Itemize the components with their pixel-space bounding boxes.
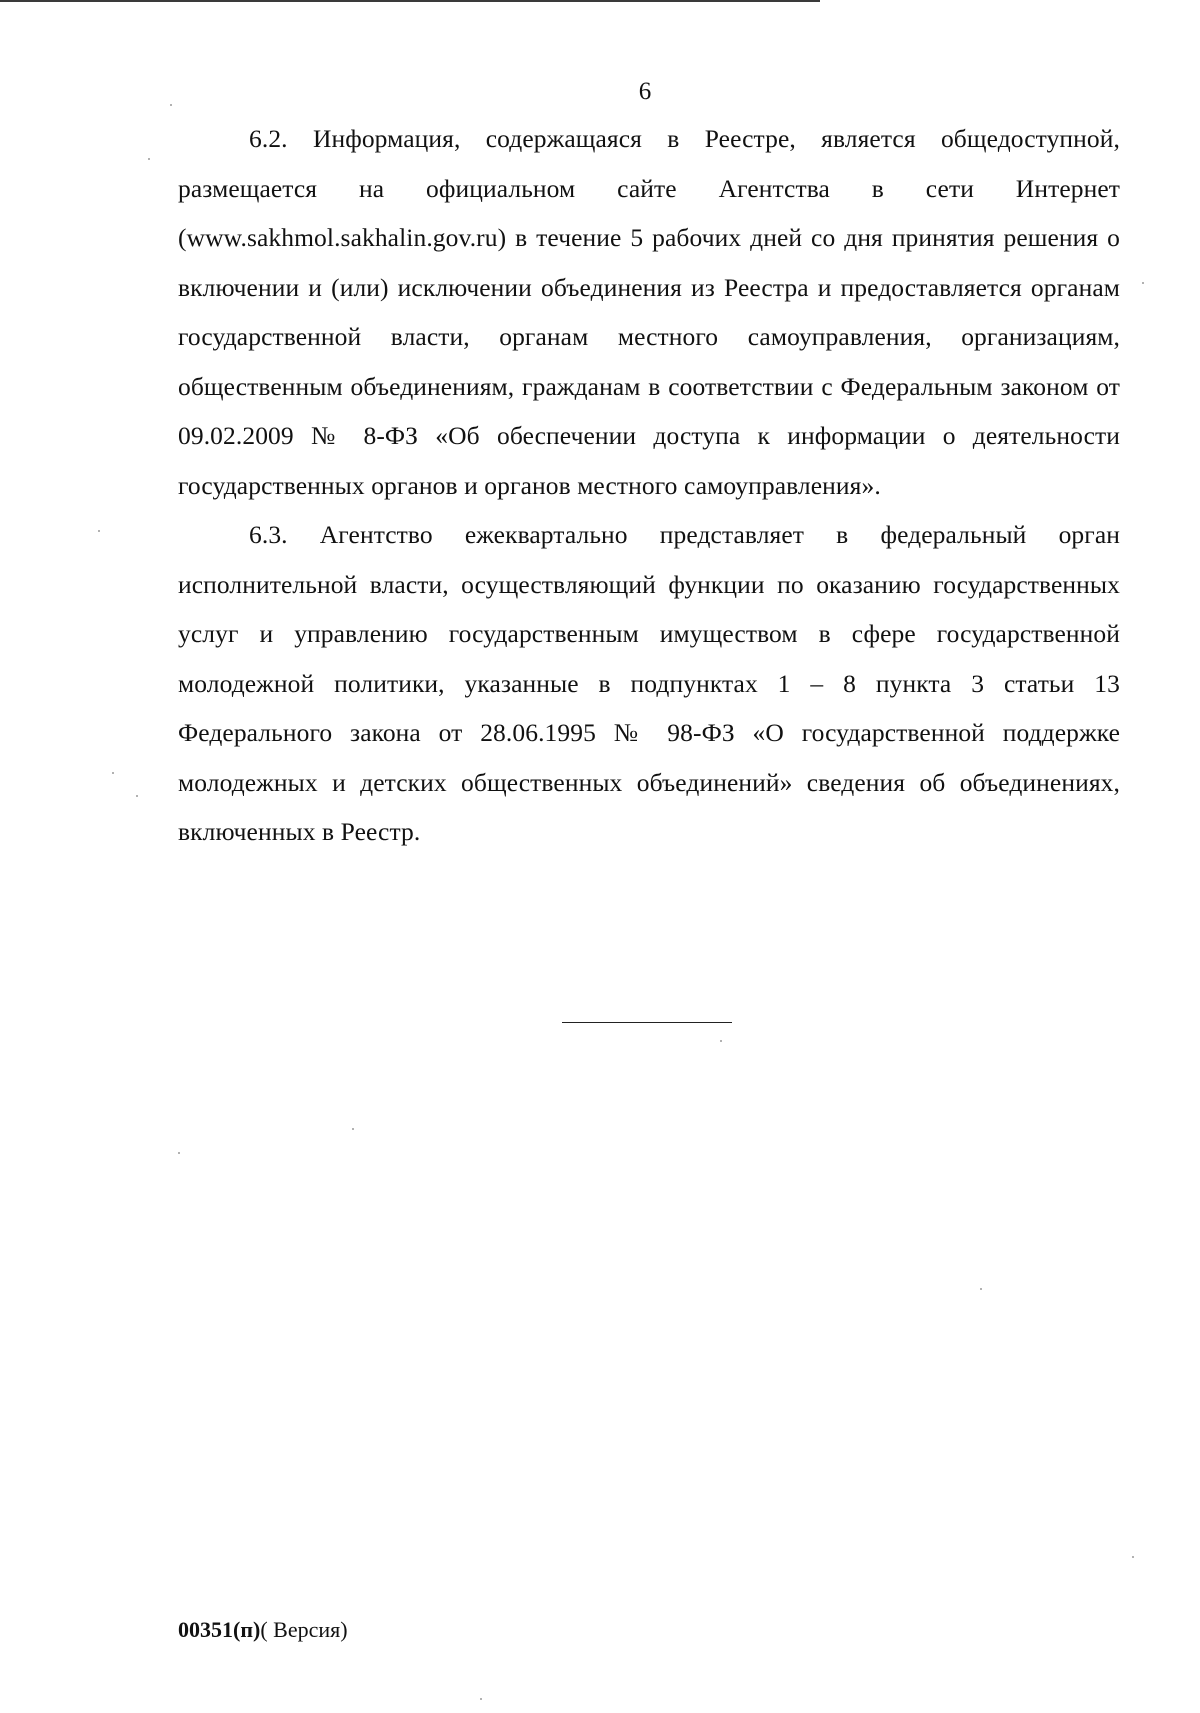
scan-speck xyxy=(98,530,100,532)
paragraph-6-3: 6.3. Агентство ежеквартально представляет в федеральный орган исполнительной власти, осуществляющий функции по оказанию государственных услуг и управлению государственным имуществом в сфере государственной молодежной политики, указанные в подпунктах 1 – 8 пункта 3 статьи 13 Федерального закона от 28.06.1995 № 98-ФЗ «О государственной поддержке молодежных и детских общественных объединений» сведения об объединениях, включенных в Реестр. xyxy=(178,520,1120,846)
scan-speck xyxy=(112,772,114,774)
scan-speck xyxy=(1132,1556,1134,1558)
scan-speck xyxy=(980,1288,982,1290)
document-body xyxy=(178,114,1120,857)
scan-speck xyxy=(136,795,138,797)
scan-top-edge-line xyxy=(0,0,820,2)
scan-speck xyxy=(170,104,172,106)
scan-speck xyxy=(1142,282,1144,284)
scan-speck xyxy=(148,158,150,160)
scan-speck xyxy=(178,1152,180,1154)
document-version: ( Версия) xyxy=(260,1617,348,1642)
paragraph-6-2: 6.2. Информация, содержащаяся в Реестре, является общедоступной, размещается на официальном сайте Агентства в сети Интернет (www.sakhmol.sakhalin.gov.ru) в течение 5 рабочих дней со дня принятия решения о включении и (или) исключении объединения из Реестра и предоставляется органам государственной власти, органам местного самоуправления, организациям, общественным объединениям, гражданам в соответствии с Федеральным законом от 09.02.2009 № 8-ФЗ «Об обеспечении доступа к информации о деятельности государственных органов и органов местного самоуправления». xyxy=(178,124,1120,500)
document-code: 00351(п) xyxy=(178,1617,261,1642)
end-separator-line xyxy=(562,1022,732,1023)
page-number: 6 xyxy=(638,78,652,105)
scan-speck xyxy=(720,1040,722,1042)
scan-speck xyxy=(480,1698,482,1700)
document-footer xyxy=(178,1617,348,1643)
scan-speck xyxy=(352,1128,354,1130)
